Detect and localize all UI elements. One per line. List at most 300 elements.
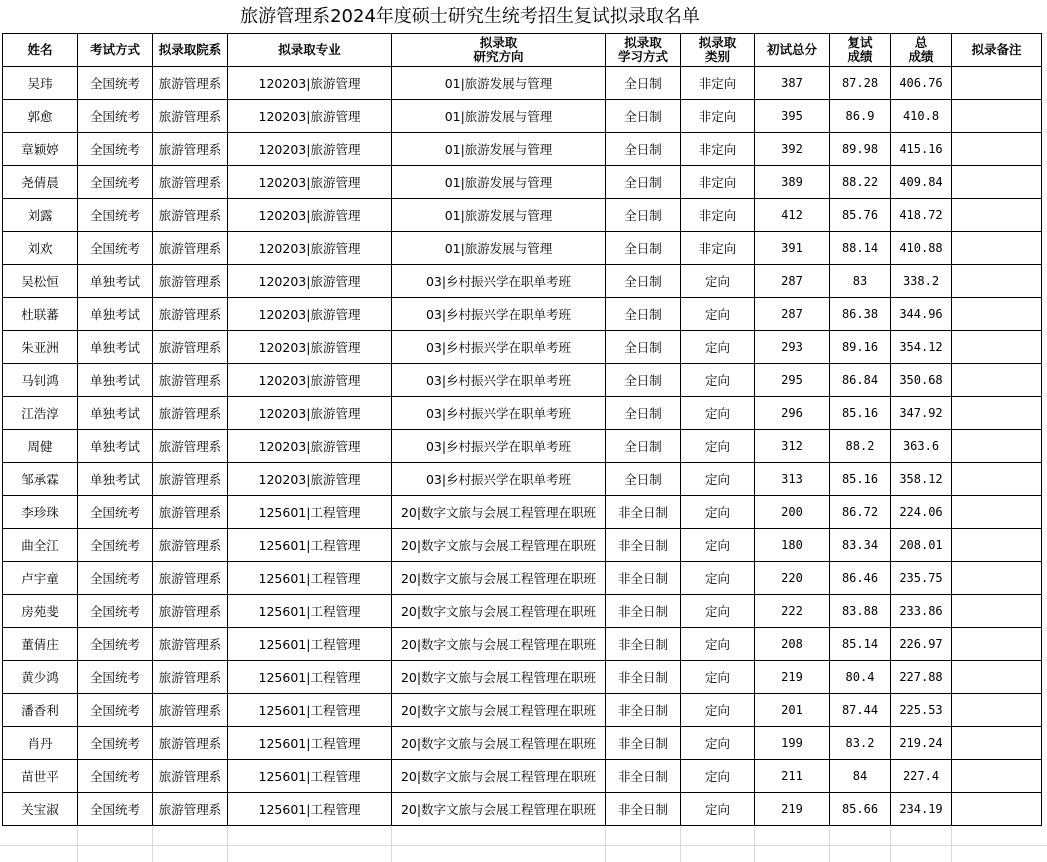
cell-mode[interactable]: 全日制 [606,364,681,397]
cell-exam[interactable]: 单独考试 [78,265,153,298]
cell-remark[interactable] [952,529,1042,562]
cell-total[interactable]: 219.24 [891,727,952,760]
cell-exam[interactable]: 单独考试 [78,364,153,397]
cell-direction[interactable]: 20|数字文旅与会展工程管理在职班 [392,661,606,694]
header-total[interactable] [891,34,952,67]
cell-remark[interactable] [952,595,1042,628]
cell-retest[interactable]: 85.14 [830,628,891,661]
cell-major[interactable]: 120203|旅游管理 [228,67,392,100]
cell-exam[interactable]: 全国统考 [78,562,153,595]
cell-category[interactable]: 定向 [681,595,755,628]
cell-prelim[interactable]: 293 [755,331,830,364]
cell-remark[interactable] [952,430,1042,463]
cell-exam[interactable]: 全国统考 [78,166,153,199]
cell-name[interactable]: 房苑斐 [3,595,78,628]
sheet-gridline [951,826,952,862]
cell-dept[interactable]: 旅游管理系 [153,67,228,100]
cell-major[interactable]: 125601|工程管理 [228,727,392,760]
cell-remark[interactable] [952,496,1042,529]
cell-name[interactable]: 杜联蕃 [3,298,78,331]
cell-exam[interactable]: 全国统考 [78,232,153,265]
sheet-gridline [605,826,606,862]
cell-exam[interactable]: 全国统考 [78,694,153,727]
cell-category[interactable]: 定向 [681,562,755,595]
cell-retest[interactable]: 86.9 [830,100,891,133]
cell-name[interactable]: 李珍珠 [3,496,78,529]
cell-mode[interactable]: 全日制 [606,100,681,133]
cell-prelim[interactable]: 295 [755,364,830,397]
cell-prelim[interactable]: 220 [755,562,830,595]
cell-major[interactable]: 125601|工程管理 [228,529,392,562]
cell-name[interactable]: 吴玮 [3,67,78,100]
header-direction-line1: 拟录取 [479,35,518,50]
cell-direction[interactable]: 20|数字文旅与会展工程管理在职班 [392,727,606,760]
page-title: 旅游管理系2024年度硕士研究生统考招生复试拟录取名单 [240,6,700,27]
cell-prelim[interactable]: 199 [755,727,830,760]
cell-direction[interactable]: 20|数字文旅与会展工程管理在职班 [392,496,606,529]
table-row [3,331,1042,364]
table-row [3,67,1042,100]
cell-direction[interactable]: 03|乡村振兴学在职单考班 [392,364,606,397]
cell-dept[interactable]: 旅游管理系 [153,727,228,760]
cell-mode[interactable]: 全日制 [606,166,681,199]
cell-mode[interactable]: 全日制 [606,298,681,331]
cell-remark[interactable] [952,265,1042,298]
header-row [3,34,1042,67]
cell-direction[interactable]: 03|乡村振兴学在职单考班 [392,265,606,298]
sheet-gridline [680,826,681,862]
cell-prelim[interactable]: 313 [755,463,830,496]
cell-major[interactable]: 125601|工程管理 [228,595,392,628]
cell-prelim[interactable]: 296 [755,397,830,430]
cell-name[interactable]: 刘露 [3,199,78,232]
cell-remark[interactable] [952,661,1042,694]
table-row [3,595,1042,628]
cell-exam[interactable]: 全国统考 [78,793,153,826]
cell-total[interactable]: 418.72 [891,199,952,232]
cell-dept[interactable]: 旅游管理系 [153,397,228,430]
cell-prelim[interactable]: 412 [755,199,830,232]
cell-dept[interactable]: 旅游管理系 [153,793,228,826]
cell-dept[interactable]: 旅游管理系 [153,265,228,298]
cell-retest[interactable]: 83.34 [830,529,891,562]
cell-prelim[interactable]: 180 [755,529,830,562]
cell-prelim[interactable]: 219 [755,661,830,694]
cell-total[interactable]: 410.88 [891,232,952,265]
cell-remark[interactable] [952,628,1042,661]
cell-exam[interactable]: 单独考试 [78,463,153,496]
header-dept[interactable]: 拟录取院系 [153,34,228,67]
cell-major[interactable]: 125601|工程管理 [228,628,392,661]
cell-category[interactable]: 非定向 [681,100,755,133]
cell-direction[interactable]: 03|乡村振兴学在职单考班 [392,298,606,331]
cell-mode[interactable]: 全日制 [606,67,681,100]
cell-direction[interactable]: 03|乡村振兴学在职单考班 [392,397,606,430]
cell-mode[interactable]: 全日制 [606,397,681,430]
cell-major[interactable]: 120203|旅游管理 [228,133,392,166]
cell-major[interactable]: 120203|旅游管理 [228,166,392,199]
cell-exam[interactable]: 全国统考 [78,760,153,793]
cell-dept[interactable]: 旅游管理系 [153,298,228,331]
cell-mode[interactable]: 非全日制 [606,496,681,529]
cell-name[interactable]: 刘欢 [3,232,78,265]
cell-major[interactable]: 120203|旅游管理 [228,298,392,331]
table-row [3,529,1042,562]
table-row [3,463,1042,496]
cell-mode[interactable]: 全日制 [606,265,681,298]
cell-mode[interactable]: 非全日制 [606,760,681,793]
cell-category[interactable]: 定向 [681,628,755,661]
cell-major[interactable]: 120203|旅游管理 [228,364,392,397]
cell-direction[interactable]: 20|数字文旅与会展工程管理在职班 [392,694,606,727]
cell-prelim[interactable]: 391 [755,232,830,265]
cell-exam[interactable]: 全国统考 [78,199,153,232]
cell-retest[interactable]: 88.14 [830,232,891,265]
cell-exam[interactable]: 全国统考 [78,628,153,661]
cell-total[interactable]: 233.86 [891,595,952,628]
cell-remark[interactable] [952,133,1042,166]
cell-total[interactable]: 227.88 [891,661,952,694]
cell-category[interactable]: 定向 [681,364,755,397]
cell-mode[interactable]: 非全日制 [606,661,681,694]
cell-total[interactable]: 234.19 [891,793,952,826]
cell-major[interactable]: 125601|工程管理 [228,661,392,694]
cell-direction[interactable]: 01|旅游发展与管理 [392,100,606,133]
cell-mode[interactable]: 全日制 [606,232,681,265]
cell-name[interactable]: 吴松恒 [3,265,78,298]
cell-retest[interactable]: 86.38 [830,298,891,331]
cell-retest[interactable]: 87.28 [830,67,891,100]
cell-exam[interactable]: 全国统考 [78,67,153,100]
cell-prelim[interactable]: 287 [755,265,830,298]
cell-prelim[interactable]: 392 [755,133,830,166]
cell-mode[interactable]: 全日制 [606,430,681,463]
sheet-gridline [391,826,392,862]
cell-retest[interactable]: 83.88 [830,595,891,628]
cell-retest[interactable]: 86.46 [830,562,891,595]
cell-direction[interactable]: 03|乡村振兴学在职单考班 [392,463,606,496]
cell-remark[interactable] [952,232,1042,265]
cell-category[interactable]: 定向 [681,529,755,562]
cell-prelim[interactable]: 219 [755,793,830,826]
cell-category[interactable]: 定向 [681,661,755,694]
cell-direction[interactable]: 20|数字文旅与会展工程管理在职班 [392,760,606,793]
cell-mode[interactable]: 非全日制 [606,694,681,727]
cell-category[interactable]: 非定向 [681,133,755,166]
cell-major[interactable]: 125601|工程管理 [228,694,392,727]
cell-exam[interactable]: 全国统考 [78,100,153,133]
cell-prelim[interactable]: 395 [755,100,830,133]
cell-name[interactable]: 马钊鸿 [3,364,78,397]
cell-category[interactable]: 定向 [681,331,755,364]
cell-total[interactable]: 409.84 [891,166,952,199]
cell-dept[interactable]: 旅游管理系 [153,661,228,694]
cell-total[interactable]: 226.97 [891,628,952,661]
cell-direction[interactable]: 20|数字文旅与会展工程管理在职班 [392,595,606,628]
cell-remark[interactable] [952,727,1042,760]
cell-prelim[interactable]: 287 [755,298,830,331]
cell-category[interactable]: 定向 [681,760,755,793]
cell-major[interactable]: 120203|旅游管理 [228,232,392,265]
sheet-gridline [77,826,78,862]
cell-category[interactable]: 非定向 [681,166,755,199]
cell-mode[interactable]: 非全日制 [606,727,681,760]
table-row [3,166,1042,199]
cell-exam[interactable]: 全国统考 [78,661,153,694]
table-row [3,133,1042,166]
sheet-gridline [227,826,228,862]
header-total-line2: 成绩 [908,49,934,64]
table-row [3,298,1042,331]
header-retest[interactable] [830,34,891,67]
table-row [3,232,1042,265]
cell-dept[interactable]: 旅游管理系 [153,331,228,364]
cell-direction[interactable]: 01|旅游发展与管理 [392,232,606,265]
cell-total[interactable]: 225.53 [891,694,952,727]
sheet-gridline [754,826,755,862]
cell-prelim[interactable]: 200 [755,496,830,529]
cell-exam[interactable]: 全国统考 [78,496,153,529]
cell-total[interactable]: 208.01 [891,529,952,562]
cell-direction[interactable]: 03|乡村振兴学在职单考班 [392,331,606,364]
cell-name[interactable]: 尧倩晨 [3,166,78,199]
cell-prelim[interactable]: 222 [755,595,830,628]
cell-retest[interactable]: 88.22 [830,166,891,199]
cell-name[interactable]: 卢宇童 [3,562,78,595]
cell-retest[interactable]: 88.2 [830,430,891,463]
table-row [3,364,1042,397]
header-category[interactable] [681,34,755,67]
cell-name[interactable]: 邹承霖 [3,463,78,496]
cell-remark[interactable] [952,298,1042,331]
cell-remark[interactable] [952,397,1042,430]
cell-direction[interactable]: 01|旅游发展与管理 [392,166,606,199]
cell-remark[interactable] [952,562,1042,595]
cell-exam[interactable]: 单独考试 [78,430,153,463]
cell-major[interactable]: 125601|工程管理 [228,760,392,793]
cell-remark[interactable] [952,463,1042,496]
cell-total[interactable]: 235.75 [891,562,952,595]
cell-major[interactable]: 120203|旅游管理 [228,430,392,463]
cell-retest[interactable]: 89.98 [830,133,891,166]
cell-category[interactable]: 定向 [681,430,755,463]
cell-exam[interactable]: 单独考试 [78,298,153,331]
cell-direction[interactable]: 01|旅游发展与管理 [392,199,606,232]
cell-dept[interactable]: 旅游管理系 [153,595,228,628]
cell-retest[interactable]: 86.72 [830,496,891,529]
header-study-mode[interactable] [606,34,681,67]
cell-category[interactable]: 定向 [681,496,755,529]
cell-mode[interactable]: 非全日制 [606,595,681,628]
cell-dept[interactable]: 旅游管理系 [153,694,228,727]
cell-mode[interactable]: 全日制 [606,199,681,232]
table-row [3,727,1042,760]
cell-mode[interactable]: 非全日制 [606,628,681,661]
cell-name[interactable]: 周健 [3,430,78,463]
cell-name[interactable]: 肖丹 [3,727,78,760]
cell-retest[interactable]: 87.44 [830,694,891,727]
cell-exam[interactable]: 单独考试 [78,397,153,430]
header-study-mode-line1: 拟录取 [624,35,662,50]
cell-name[interactable]: 黄少鸿 [3,661,78,694]
cell-retest[interactable]: 83.2 [830,727,891,760]
cell-total[interactable]: 227.4 [891,760,952,793]
header-major[interactable]: 拟录取专业 [228,34,392,67]
table-row [3,760,1042,793]
cell-category[interactable]: 非定向 [681,232,755,265]
cell-remark[interactable] [952,166,1042,199]
cell-retest[interactable]: 85.76 [830,199,891,232]
cell-total[interactable]: 358.12 [891,463,952,496]
cell-exam[interactable]: 单独考试 [78,331,153,364]
cell-remark[interactable] [952,199,1042,232]
cell-remark[interactable] [952,694,1042,727]
cell-direction[interactable]: 20|数字文旅与会展工程管理在职班 [392,628,606,661]
cell-dept[interactable]: 旅游管理系 [153,760,228,793]
header-exam-type[interactable]: 考试方式 [78,34,153,67]
header-total-line1: 总 [914,35,928,50]
cell-exam[interactable]: 全国统考 [78,595,153,628]
cell-major[interactable]: 120203|旅游管理 [228,100,392,133]
cell-major[interactable]: 125601|工程管理 [228,793,392,826]
table-row [3,694,1042,727]
cell-category[interactable]: 定向 [681,298,755,331]
cell-category[interactable]: 非定向 [681,199,755,232]
cell-total[interactable]: 354.12 [891,331,952,364]
cell-category[interactable]: 非定向 [681,67,755,100]
cell-total[interactable]: 415.16 [891,133,952,166]
cell-prelim[interactable]: 211 [755,760,830,793]
cell-category[interactable]: 定向 [681,694,755,727]
cell-direction[interactable]: 03|乡村振兴学在职单考班 [392,430,606,463]
cell-total[interactable]: 344.96 [891,298,952,331]
cell-dept[interactable]: 旅游管理系 [153,562,228,595]
header-study-mode-line2: 学习方式 [617,49,668,64]
cell-remark[interactable] [952,67,1042,100]
table-row [3,661,1042,694]
cell-prelim[interactable]: 389 [755,166,830,199]
table-row [3,628,1042,661]
cell-mode[interactable]: 非全日制 [606,562,681,595]
cell-direction[interactable]: 01|旅游发展与管理 [392,133,606,166]
cell-category[interactable]: 定向 [681,793,755,826]
cell-name[interactable]: 郭愈 [3,100,78,133]
cell-direction[interactable]: 20|数字文旅与会展工程管理在职班 [392,793,606,826]
cell-dept[interactable]: 旅游管理系 [153,628,228,661]
cell-exam[interactable]: 全国统考 [78,529,153,562]
cell-major[interactable]: 125601|工程管理 [228,562,392,595]
cell-retest[interactable]: 85.16 [830,463,891,496]
cell-name[interactable]: 苗世平 [3,760,78,793]
cell-total[interactable]: 410.8 [891,100,952,133]
cell-mode[interactable]: 全日制 [606,463,681,496]
table-row [3,100,1042,133]
cell-dept[interactable]: 旅游管理系 [153,496,228,529]
header-direction[interactable] [392,34,606,67]
cell-total[interactable]: 224.06 [891,496,952,529]
cell-dept[interactable]: 旅游管理系 [153,364,228,397]
cell-dept[interactable]: 旅游管理系 [153,133,228,166]
cell-major[interactable]: 125601|工程管理 [228,496,392,529]
cell-dept[interactable]: 旅游管理系 [153,166,228,199]
cell-dept[interactable]: 旅游管理系 [153,463,228,496]
cell-exam[interactable]: 全国统考 [78,727,153,760]
table-row [3,265,1042,298]
header-category-line1: 拟录取 [698,35,737,50]
cell-remark[interactable] [952,331,1042,364]
cell-mode[interactable]: 全日制 [606,133,681,166]
header-direction-line2: 研究方向 [473,49,524,64]
cell-mode[interactable]: 非全日制 [606,529,681,562]
cell-direction[interactable]: 01|旅游发展与管理 [392,67,606,100]
cell-direction[interactable]: 20|数字文旅与会展工程管理在职班 [392,529,606,562]
cell-remark[interactable] [952,364,1042,397]
admission-table [2,33,1042,826]
cell-remark[interactable] [952,760,1042,793]
header-prelim[interactable]: 初试总分 [755,34,830,67]
cell-dept[interactable]: 旅游管理系 [153,430,228,463]
cell-retest[interactable]: 84 [830,760,891,793]
cell-name[interactable]: 江浩淳 [3,397,78,430]
cell-prelim[interactable]: 312 [755,430,830,463]
cell-major[interactable]: 120203|旅游管理 [228,463,392,496]
cell-mode[interactable]: 全日制 [606,331,681,364]
cell-name[interactable]: 关宝淑 [3,793,78,826]
cell-name[interactable]: 曲全江 [3,529,78,562]
cell-name[interactable]: 董倩庄 [3,628,78,661]
cell-exam[interactable]: 全国统考 [78,133,153,166]
cell-name[interactable]: 朱亚洲 [3,331,78,364]
cell-major[interactable]: 120203|旅游管理 [228,397,392,430]
cell-prelim[interactable]: 201 [755,694,830,727]
cell-category[interactable]: 定向 [681,397,755,430]
cell-retest[interactable]: 80.4 [830,661,891,694]
cell-name[interactable]: 章颖婷 [3,133,78,166]
cell-dept[interactable]: 旅游管理系 [153,199,228,232]
cell-dept[interactable]: 旅游管理系 [153,529,228,562]
cell-category[interactable]: 定向 [681,265,755,298]
cell-total[interactable]: 350.68 [891,364,952,397]
cell-retest[interactable]: 85.16 [830,397,891,430]
cell-major[interactable]: 120203|旅游管理 [228,265,392,298]
cell-category[interactable]: 定向 [681,727,755,760]
cell-retest[interactable]: 89.16 [830,331,891,364]
header-remark[interactable]: 拟录备注 [952,34,1042,67]
cell-dept[interactable]: 旅游管理系 [153,232,228,265]
cell-retest[interactable]: 86.84 [830,364,891,397]
cell-name[interactable]: 潘香利 [3,694,78,727]
cell-retest[interactable]: 83 [830,265,891,298]
cell-major[interactable]: 120203|旅游管理 [228,331,392,364]
header-name[interactable]: 姓名 [3,34,78,67]
cell-direction[interactable]: 20|数字文旅与会展工程管理在职班 [392,562,606,595]
cell-prelim[interactable]: 387 [755,67,830,100]
cell-retest[interactable]: 85.66 [830,793,891,826]
cell-total[interactable]: 363.6 [891,430,952,463]
cell-mode[interactable]: 非全日制 [606,793,681,826]
cell-dept[interactable]: 旅游管理系 [153,100,228,133]
table-row [3,496,1042,529]
cell-total[interactable]: 338.2 [891,265,952,298]
cell-total[interactable]: 406.76 [891,67,952,100]
cell-category[interactable]: 定向 [681,463,755,496]
cell-major[interactable]: 120203|旅游管理 [228,199,392,232]
cell-total[interactable]: 347.92 [891,397,952,430]
table-row [3,199,1042,232]
cell-prelim[interactable]: 208 [755,628,830,661]
cell-remark[interactable] [952,793,1042,826]
cell-remark[interactable] [952,100,1042,133]
